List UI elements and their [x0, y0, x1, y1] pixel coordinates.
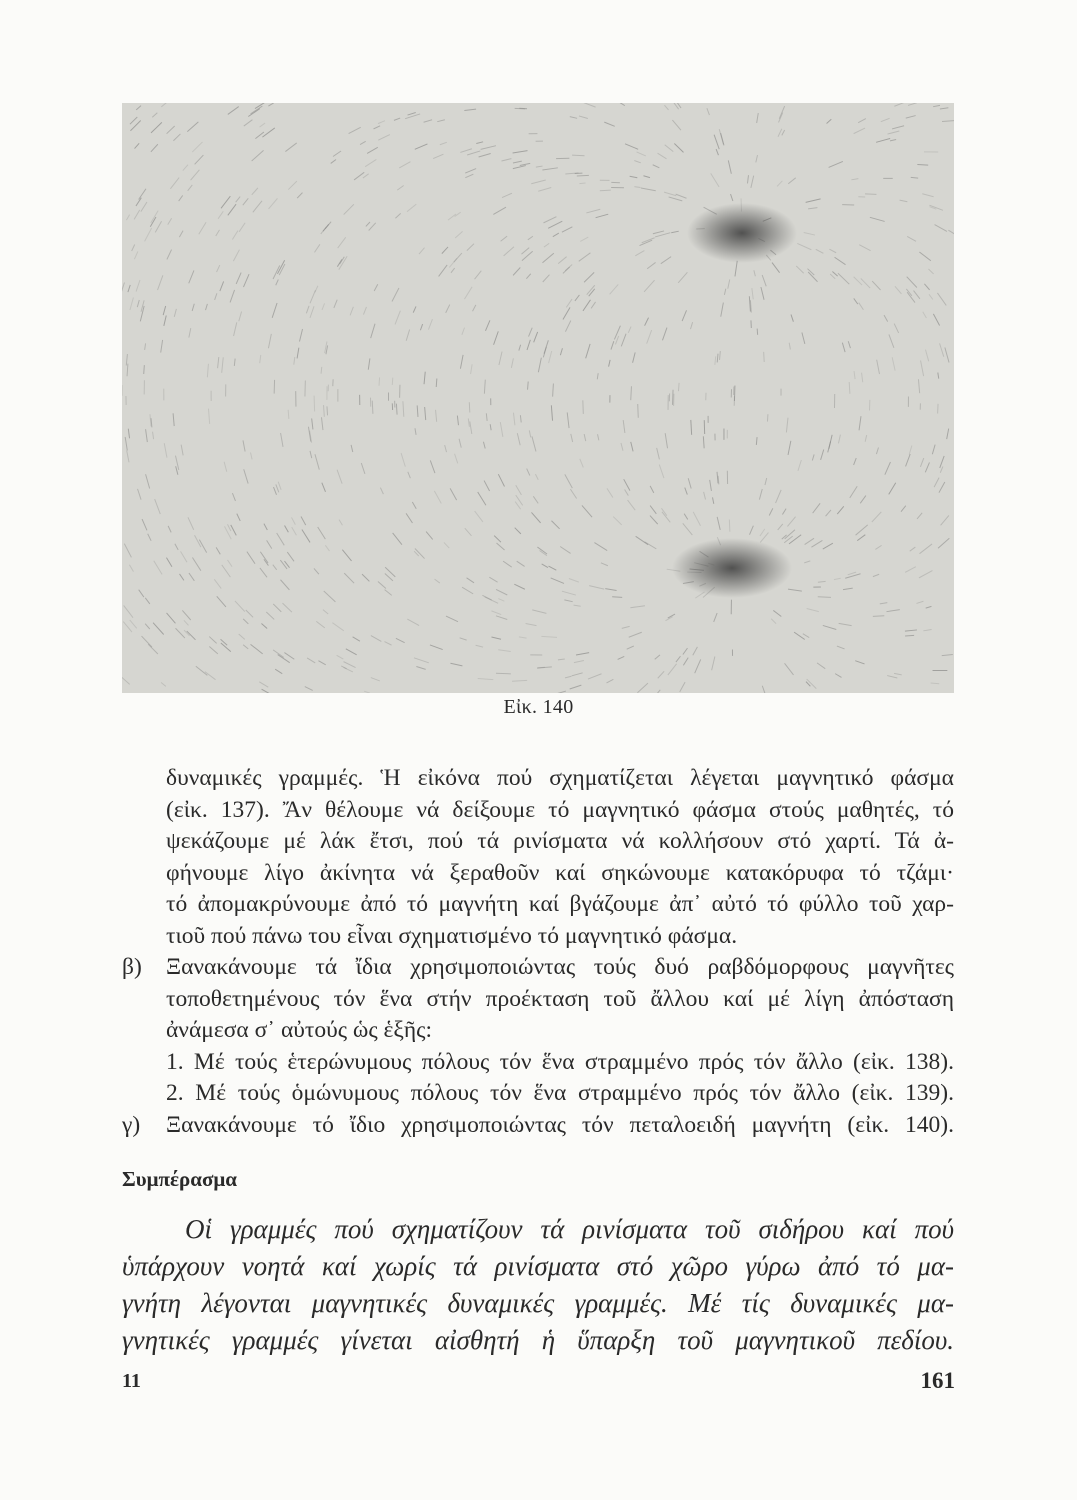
- signature-mark: 11: [122, 1370, 141, 1392]
- body-line: τό ἀπομακρύνουμε ἀπό τό μαγνήτη καί βγάζουμε ἀπ᾽ αὐτό τό φύλλο τοῦ χαρ-: [166, 891, 954, 917]
- conclusion-line: ὑπάρχουν νοητά καί χωρίς τά ρινίσματα στό χῶρο γύρω ἀπό τό μα-: [122, 1251, 954, 1281]
- item-b-marker: β): [122, 954, 142, 980]
- item-b-line: Ξανακάνουμε τά ἴδια χρησιμοποιώντας τούς δυό ραβδόμορφους μαγνῆτες: [166, 954, 954, 980]
- figure-photo: [122, 103, 954, 693]
- item-b-line: ἀνάμεσα σ᾽ αὐτούς ὡς ἑξῆς:: [166, 1017, 433, 1043]
- page-number: 161: [920, 1368, 955, 1393]
- item-c-line: Ξανακάνουμε τό ἴδιο χρησιμοποιώντας τόν πεταλοειδή μαγνήτη (εἰκ. 140).: [166, 1112, 954, 1138]
- conclusion-line: γνήτη λέγονται μαγνητικές δυναμικές γραμμές. Μέ τίς δυναμικές μα-: [122, 1288, 954, 1318]
- body-line: τιοῦ πού πάνω του εἶναι σχηματισμένο τό μαγνητικό φάσμα.: [166, 923, 738, 949]
- body-line: (εἰκ. 137). Ἄν θέλουμε νά δείξουμε τό μαγνητικό φάσμα στούς μαθητές, τό: [166, 797, 954, 823]
- magnet-pole-bottom: [672, 538, 792, 598]
- body-line: φήνουμε λίγο ἀκίνητα νά ξεραθοῦν καί σηκώνουμε κατακόρυφα τό τζάμι·: [166, 860, 954, 886]
- figure-caption: Εἰκ. 140: [503, 696, 574, 718]
- conclusion-heading: Συμπέρασμα: [122, 1167, 238, 1191]
- body-line: ψεκάζουμε μέ λάκ ἔτσι, πού τά ρινίσματα νά κολλήσουν στό χαρτί. Τά ἀ-: [166, 828, 954, 854]
- conclusion-line: Οἱ γραμμές πού σχηματίζουν τά ρινίσματα τοῦ σιδήρου καί πού: [185, 1214, 954, 1244]
- magnetic-field-lines-photo: [122, 103, 954, 693]
- magnet-pole-top: [687, 203, 797, 263]
- item-b-line: τοποθετημένους τόν ἕνα στήν προέκταση τοῦ ἄλλου καί μέ λίγη ἀπόσταση: [166, 986, 954, 1012]
- body-line: δυναμικές γραμμές. Ἡ εἰκόνα πού σχηματίζεται λέγεται μαγνητικό φάσμα: [166, 765, 954, 791]
- conclusion-line: γνητικές γραμμές γίνεται αἰσθητή ἡ ὕπαρξη τοῦ μαγνητικοῦ πεδίου.: [122, 1325, 954, 1355]
- item-b-subitem: 2. Μέ τούς ὁμώνυμους πόλους τόν ἕνα στραμμένο πρός τόν ἄλλο (εἰκ. 139).: [166, 1080, 954, 1106]
- item-c-marker: γ): [122, 1112, 141, 1138]
- item-b-subitem: 1. Μέ τούς ἑτερώνυμους πόλους τόν ἕνα στραμμένο πρός τόν ἄλλο (εἰκ. 138).: [166, 1049, 954, 1075]
